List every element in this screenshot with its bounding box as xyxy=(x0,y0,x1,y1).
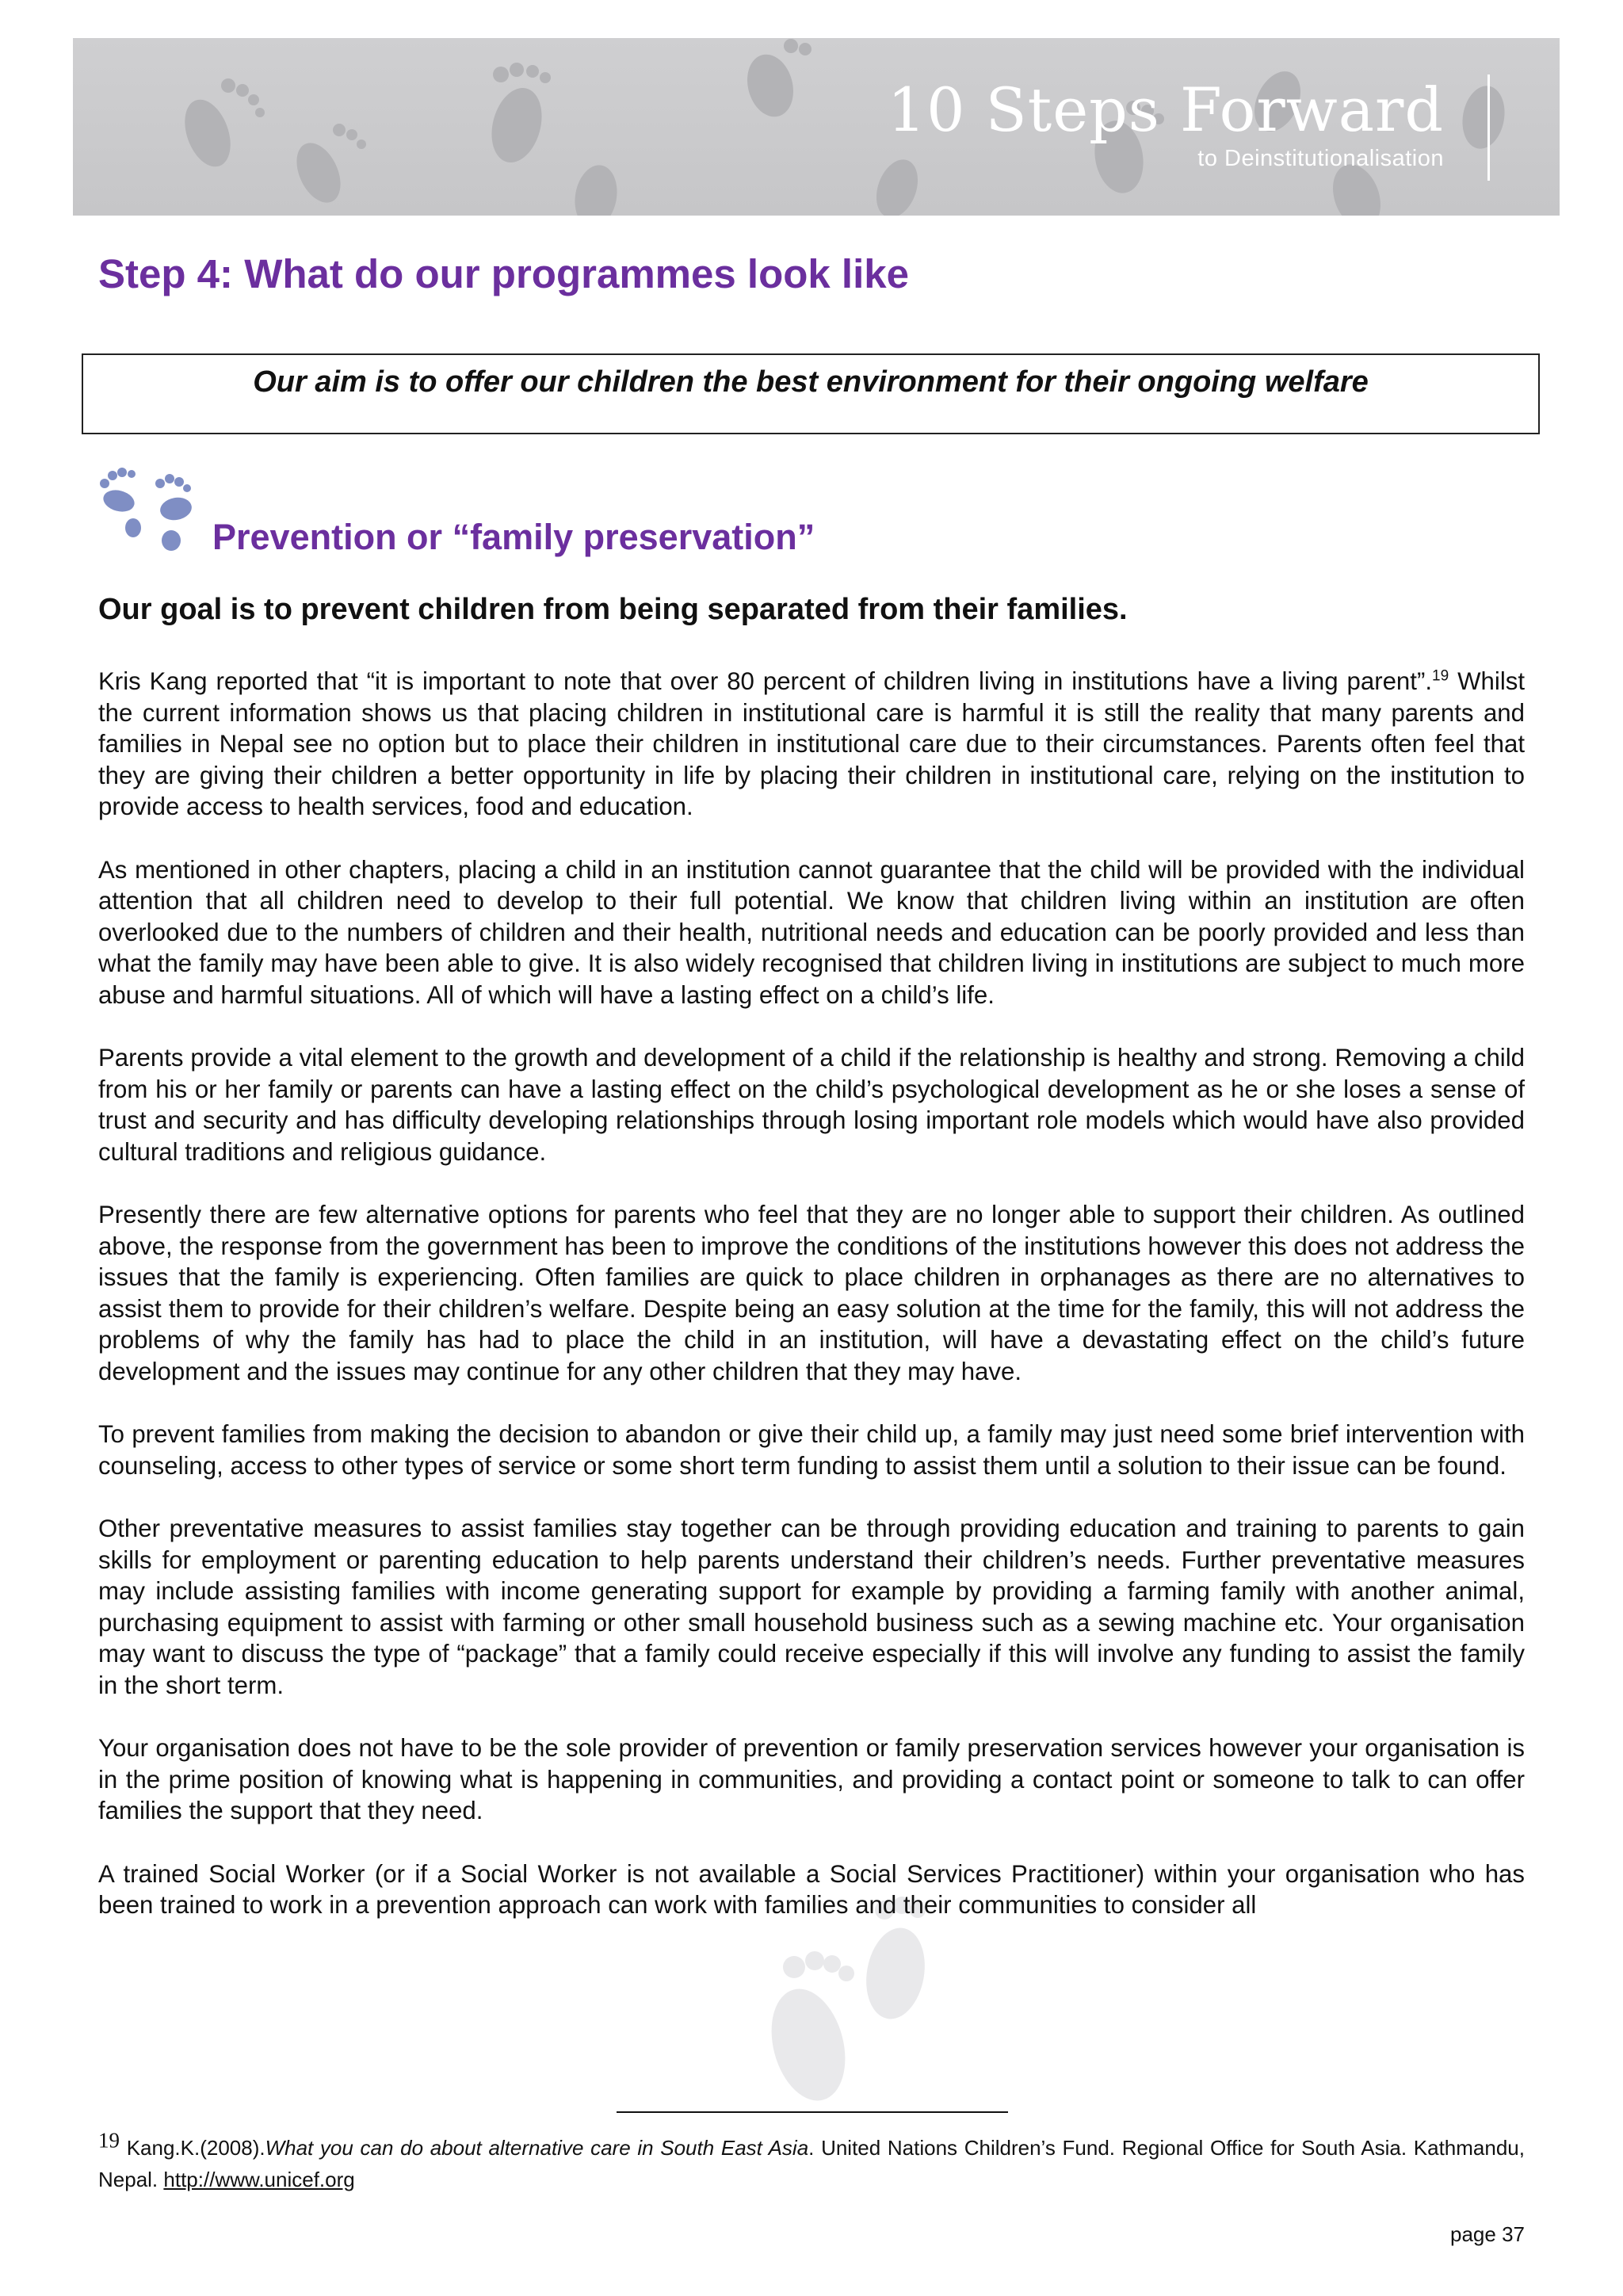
footnote-divider xyxy=(617,2111,1008,2113)
footprints-icon xyxy=(94,468,201,561)
paragraph: Other preventative measures to assist families stay together can be through providing education and training to parents to gain skills for employment or parenting education to help parents understand their children’s needs. Further preventative measures may include assisting families with income generating support for example by providing a farming family with another animal, purchasing equipment to assist with farming or other small household business such as a sewing machine etc. Your organisation may want to discuss the type of “package” that a family could receive especially if this will involve any funding to assist the family in the short term. xyxy=(98,1515,1525,1699)
page-title: Step 4: What do our programmes look like xyxy=(98,251,909,296)
banner-subtitle: to Deinstitutionalisation xyxy=(1197,146,1444,171)
paragraph: A trained Social Worker (or if a Social Worker is not available a Social Services Practitioner) within your organisation who has been trained to work in a prevention approach can work with families and their communities to consider all xyxy=(98,1859,1525,1919)
header-banner xyxy=(73,38,1560,216)
footnote-number: 19 xyxy=(98,2128,120,2153)
paragraph: Your organisation does not have to be the sole provider of prevention or family preservation services however your organisation is in the prime position of knowing what is happening in communities, and providing a contact point or someone to talk to can offer families the support that they need. xyxy=(98,1734,1525,1824)
footnote-reference[interactable]: 19 xyxy=(1432,667,1449,685)
body-text xyxy=(98,666,1525,1953)
banner-divider xyxy=(1487,74,1490,181)
paragraph: As mentioned in other chapters, placing a child in an institution cannot guarantee that the child will be provided with the individual attention that all children need to develop to their full potential. We know that children living within an institution are often overlooked due to the numbers of children and their health, nutritional needs and education can be poorly provided and less than what the family may have been able to give. It is also widely recognised that children living in institutions are subject to much more abuse and harmful situations. All of which will have a lasting effect on a child’s life. xyxy=(98,855,1525,1009)
paragraph: To prevent families from making the decision to abandon or give their child up, a family may just need some brief intervention with counseling, access to other types of service or some short term funding to assist them until a solution to their issue can be found. xyxy=(98,1420,1525,1480)
aim-callout-box xyxy=(82,353,1540,434)
goal-statement: Our goal is to prevent children from being separated from their families. xyxy=(98,593,1128,626)
footnote-author: Kang.K.(2008). xyxy=(126,2136,265,2160)
footnote-text: . United Nations Children’s Fund. Regional Office for South Asia. Kathmandu, Nepal. xyxy=(98,2136,1525,2191)
paragraph: Presently there are few alternative options for parents who feel that they are no longer able to support their children. As outlined above, the response from the government has been to improve the conditions of the institutions however this does not address the issues that the family is experiencing. Often families are quick to place children in orphanages as there are no alternatives to assist them to provide for their children’s welfare. Despite being an easy solution at the time for the family, this will not address the problems of why the family has had to place the child in an institution, will have a devastating effect on the child’s future development and the issues may continue for any other children that they may have. xyxy=(98,1201,1525,1385)
banner-title: 10 Steps Forward xyxy=(887,74,1444,145)
page-number: page 37 xyxy=(1450,2222,1525,2246)
footnote xyxy=(98,2128,1525,2195)
paragraph: Parents provide a vital element to the growth and development of a child if the relationship is healthy and strong. Removing a child from his or her family or parents can have a lasting effect on the child’s psychological development as he or she loses a sense of trust and security and has difficulty developing relationships through losing important role models which would have also provided cultural traditions and religious guidance. xyxy=(98,1044,1525,1166)
paragraph: Kris Kang reported that “it is important to note that over 80 percent of children living in institutions have a living parent”.$^{19}$ Whilst the current information shows us that placing children in institutional care is harmful it is still the reality that many parents and families in Nepal see no option but to place their children in institutional care due to their circumstances. Parents often feel that they are giving their children a better opportunity in life by placing their children in institutional care, relying on the institution to provide access to health services, food and education. xyxy=(98,667,1525,820)
aim-statement: Our aim is to offer our children the best environment for their ongoing welfare xyxy=(253,365,1369,399)
footnote-title: What you can do about alternative care in South East Asia xyxy=(265,2136,809,2160)
footnote-link[interactable]: http://www.unicef.org xyxy=(163,2168,355,2191)
section-heading: Prevention or “family preservation” xyxy=(212,517,815,557)
